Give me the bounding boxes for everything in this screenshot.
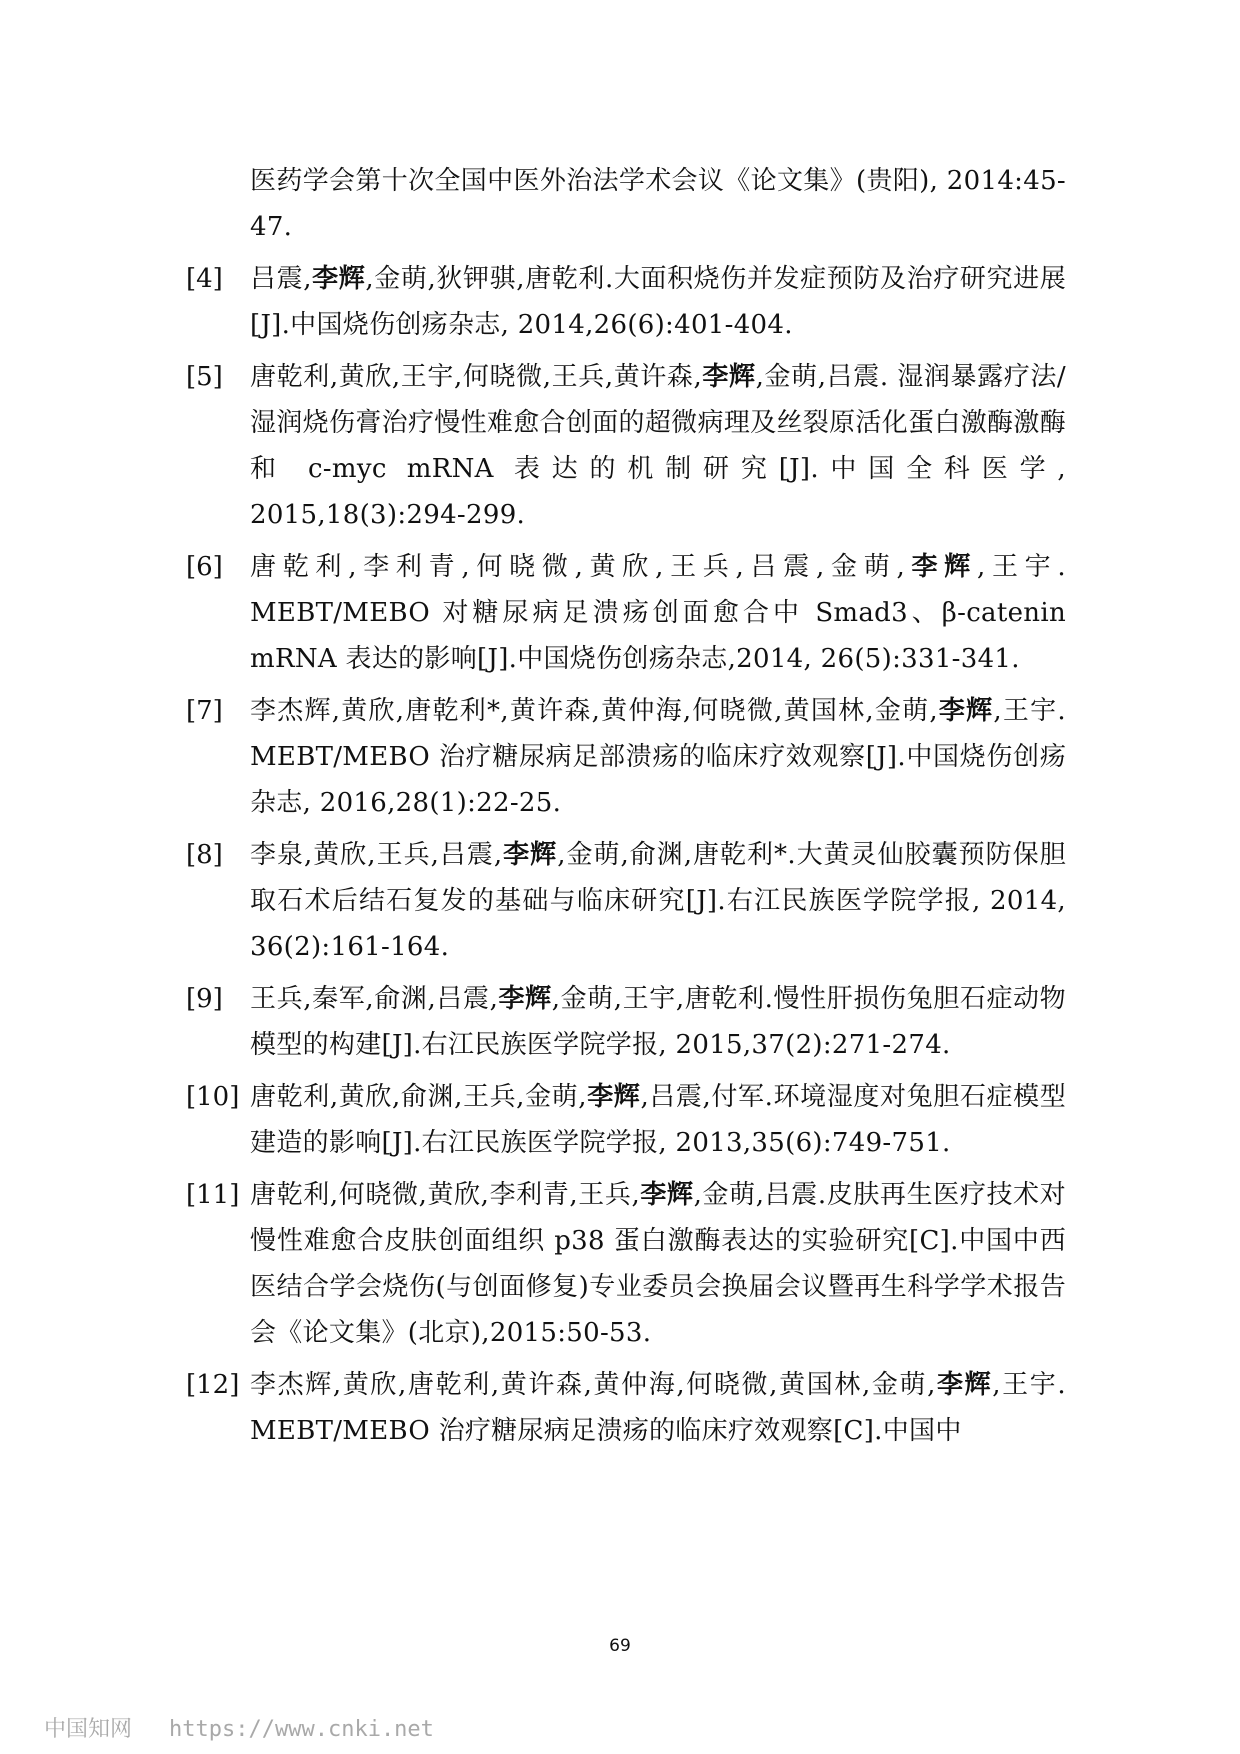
reference-text xyxy=(250,256,1066,348)
reference-text-segment: ,金萌,吕震. 湿润暴露疗法/湿润烧伤膏治疗慢性难愈合创面的超微病理及丝裂原活化蛋白激酶激酶和 c-myc mRNA 表达的机制研究[J].中国全科医学, 2015,18(3):294-299. xyxy=(250,362,1066,530)
highlighted-author: 李辉 xyxy=(502,840,558,870)
reference-text xyxy=(250,1362,1066,1454)
reference-number: [12] xyxy=(186,1370,240,1400)
reference-text xyxy=(250,1172,1066,1356)
reference-text-segment: ,王宇. MEBT/MEBO 对糖尿病足溃疡创面愈合中 Smad3、β-catenin mRNA 表达的影响[J].中国烧伤创疡杂志,2014, 26(5):331-341. xyxy=(250,552,1066,674)
reference-number: [4] xyxy=(186,264,223,294)
reference-item xyxy=(186,158,1066,250)
reference-text xyxy=(250,544,1066,682)
reference-text-segment: 李杰辉,黄欣,唐乾利,黄许森,黄仲海,何晓微,黄国林,金萌, xyxy=(250,1370,936,1400)
reference-text-segment: 唐乾利,何晓微,黄欣,李利青,王兵, xyxy=(250,1180,641,1210)
reference-item xyxy=(186,354,1066,538)
reference-item xyxy=(186,976,1066,1068)
reference-text-segment: ,金萌,王宇,唐乾利.慢性肝损伤兔胆石症动物模型的构建[J].右江民族医学院学报, 2015,37(2):271-274. xyxy=(250,984,1066,1060)
reference-item xyxy=(186,688,1066,826)
reference-text-segment: 王兵,秦军,俞渊,吕震, xyxy=(250,984,499,1014)
reference-number: [10] xyxy=(186,1082,240,1112)
watermark-site-name: 中国知网 xyxy=(44,1717,133,1742)
reference-text xyxy=(250,688,1066,826)
reference-text xyxy=(250,976,1066,1068)
reference-item xyxy=(186,1172,1066,1356)
highlighted-author: 李辉 xyxy=(311,264,366,294)
watermark-url: https://www.cnki.net xyxy=(169,1717,434,1742)
reference-text-segment: 唐乾利,黄欣,俞渊,王兵,金萌, xyxy=(250,1082,587,1112)
reference-number: [7] xyxy=(186,696,223,726)
reference-text xyxy=(250,832,1066,970)
reference-text xyxy=(250,1074,1066,1166)
cnki-watermark xyxy=(44,1712,434,1743)
highlighted-author: 李辉 xyxy=(905,552,977,582)
reference-text-segment: ,吕震,付军.环境湿度对兔胆石症模型建造的影响[J].右江民族医学院学报, 2013,35(6):749-751. xyxy=(250,1082,1067,1158)
reference-text xyxy=(250,354,1066,538)
reference-text-segment: 吕震, xyxy=(250,264,312,294)
reference-text-segment: 唐乾利,黄欣,王宇,何晓微,王兵,黄许森, xyxy=(250,362,703,392)
reference-number: [5] xyxy=(186,362,223,392)
reference-text xyxy=(250,158,1066,250)
reference-text-segment: ,金萌,狄钾骐,唐乾利.大面积烧伤并发症预防及治疗研究进展[J].中国烧伤创疡杂志, 2014,26(6):401-404. xyxy=(250,264,1067,340)
highlighted-author: 李辉 xyxy=(498,984,552,1014)
highlighted-author: 李辉 xyxy=(586,1082,641,1112)
reference-text-segment: 医药学会第十次全国中医外治法学术会议《论文集》(贵阳), 2014:45-47. xyxy=(250,166,1066,242)
reference-item xyxy=(186,832,1066,970)
reference-text-segment: ,王宇. MEBT/MEBO 治疗糖尿病足溃疡的临床疗效观察[C].中国中 xyxy=(250,1370,1066,1446)
page-number: 69 xyxy=(609,1636,631,1656)
reference-item xyxy=(186,1362,1066,1454)
reference-item xyxy=(186,1074,1066,1166)
reference-list xyxy=(186,158,1066,1460)
reference-number: [9] xyxy=(186,984,223,1014)
reference-text-segment: ,金萌,俞渊,唐乾利*.大黄灵仙胶囊预防保胆取石术后结石复发的基础与临床研究[J].右江民族医学院学报, 2014, 36(2):161-164. xyxy=(250,840,1066,962)
reference-text-segment: 李杰辉,黄欣,唐乾利*,黄许森,黄仲海,何晓微,黄国林,金萌, xyxy=(250,696,938,726)
highlighted-author: 李辉 xyxy=(640,1180,694,1210)
reference-number: [8] xyxy=(186,840,223,870)
reference-item xyxy=(186,544,1066,682)
reference-text-segment: ,王宇. MEBT/MEBO 治疗糖尿病足部溃疡的临床疗效观察[J].中国烧伤创疡杂志, 2016,28(1):22-25. xyxy=(250,696,1067,818)
reference-number: [11] xyxy=(186,1180,240,1210)
reference-item xyxy=(186,256,1066,348)
reference-text-segment: 唐乾利,李利青,何晓微,黄欣,王兵,吕震,金萌, xyxy=(250,552,906,582)
reference-text-segment: 李泉,黄欣,王兵,吕震, xyxy=(250,840,503,870)
reference-text-segment: ,金萌,吕震.皮肤再生医疗技术对慢性难愈合皮肤创面组织 p38 蛋白激酶表达的实验研究[C].中国中西医结合学会烧伤(与创面修复)专业委员会换届会议暨再生科学学术报告会《论文集》(北京),2015:50-53. xyxy=(250,1180,1066,1348)
highlighted-author: 李辉 xyxy=(937,696,994,726)
reference-number: [6] xyxy=(186,552,223,582)
highlighted-author: 李辉 xyxy=(702,362,756,392)
highlighted-author: 李辉 xyxy=(935,1370,993,1400)
